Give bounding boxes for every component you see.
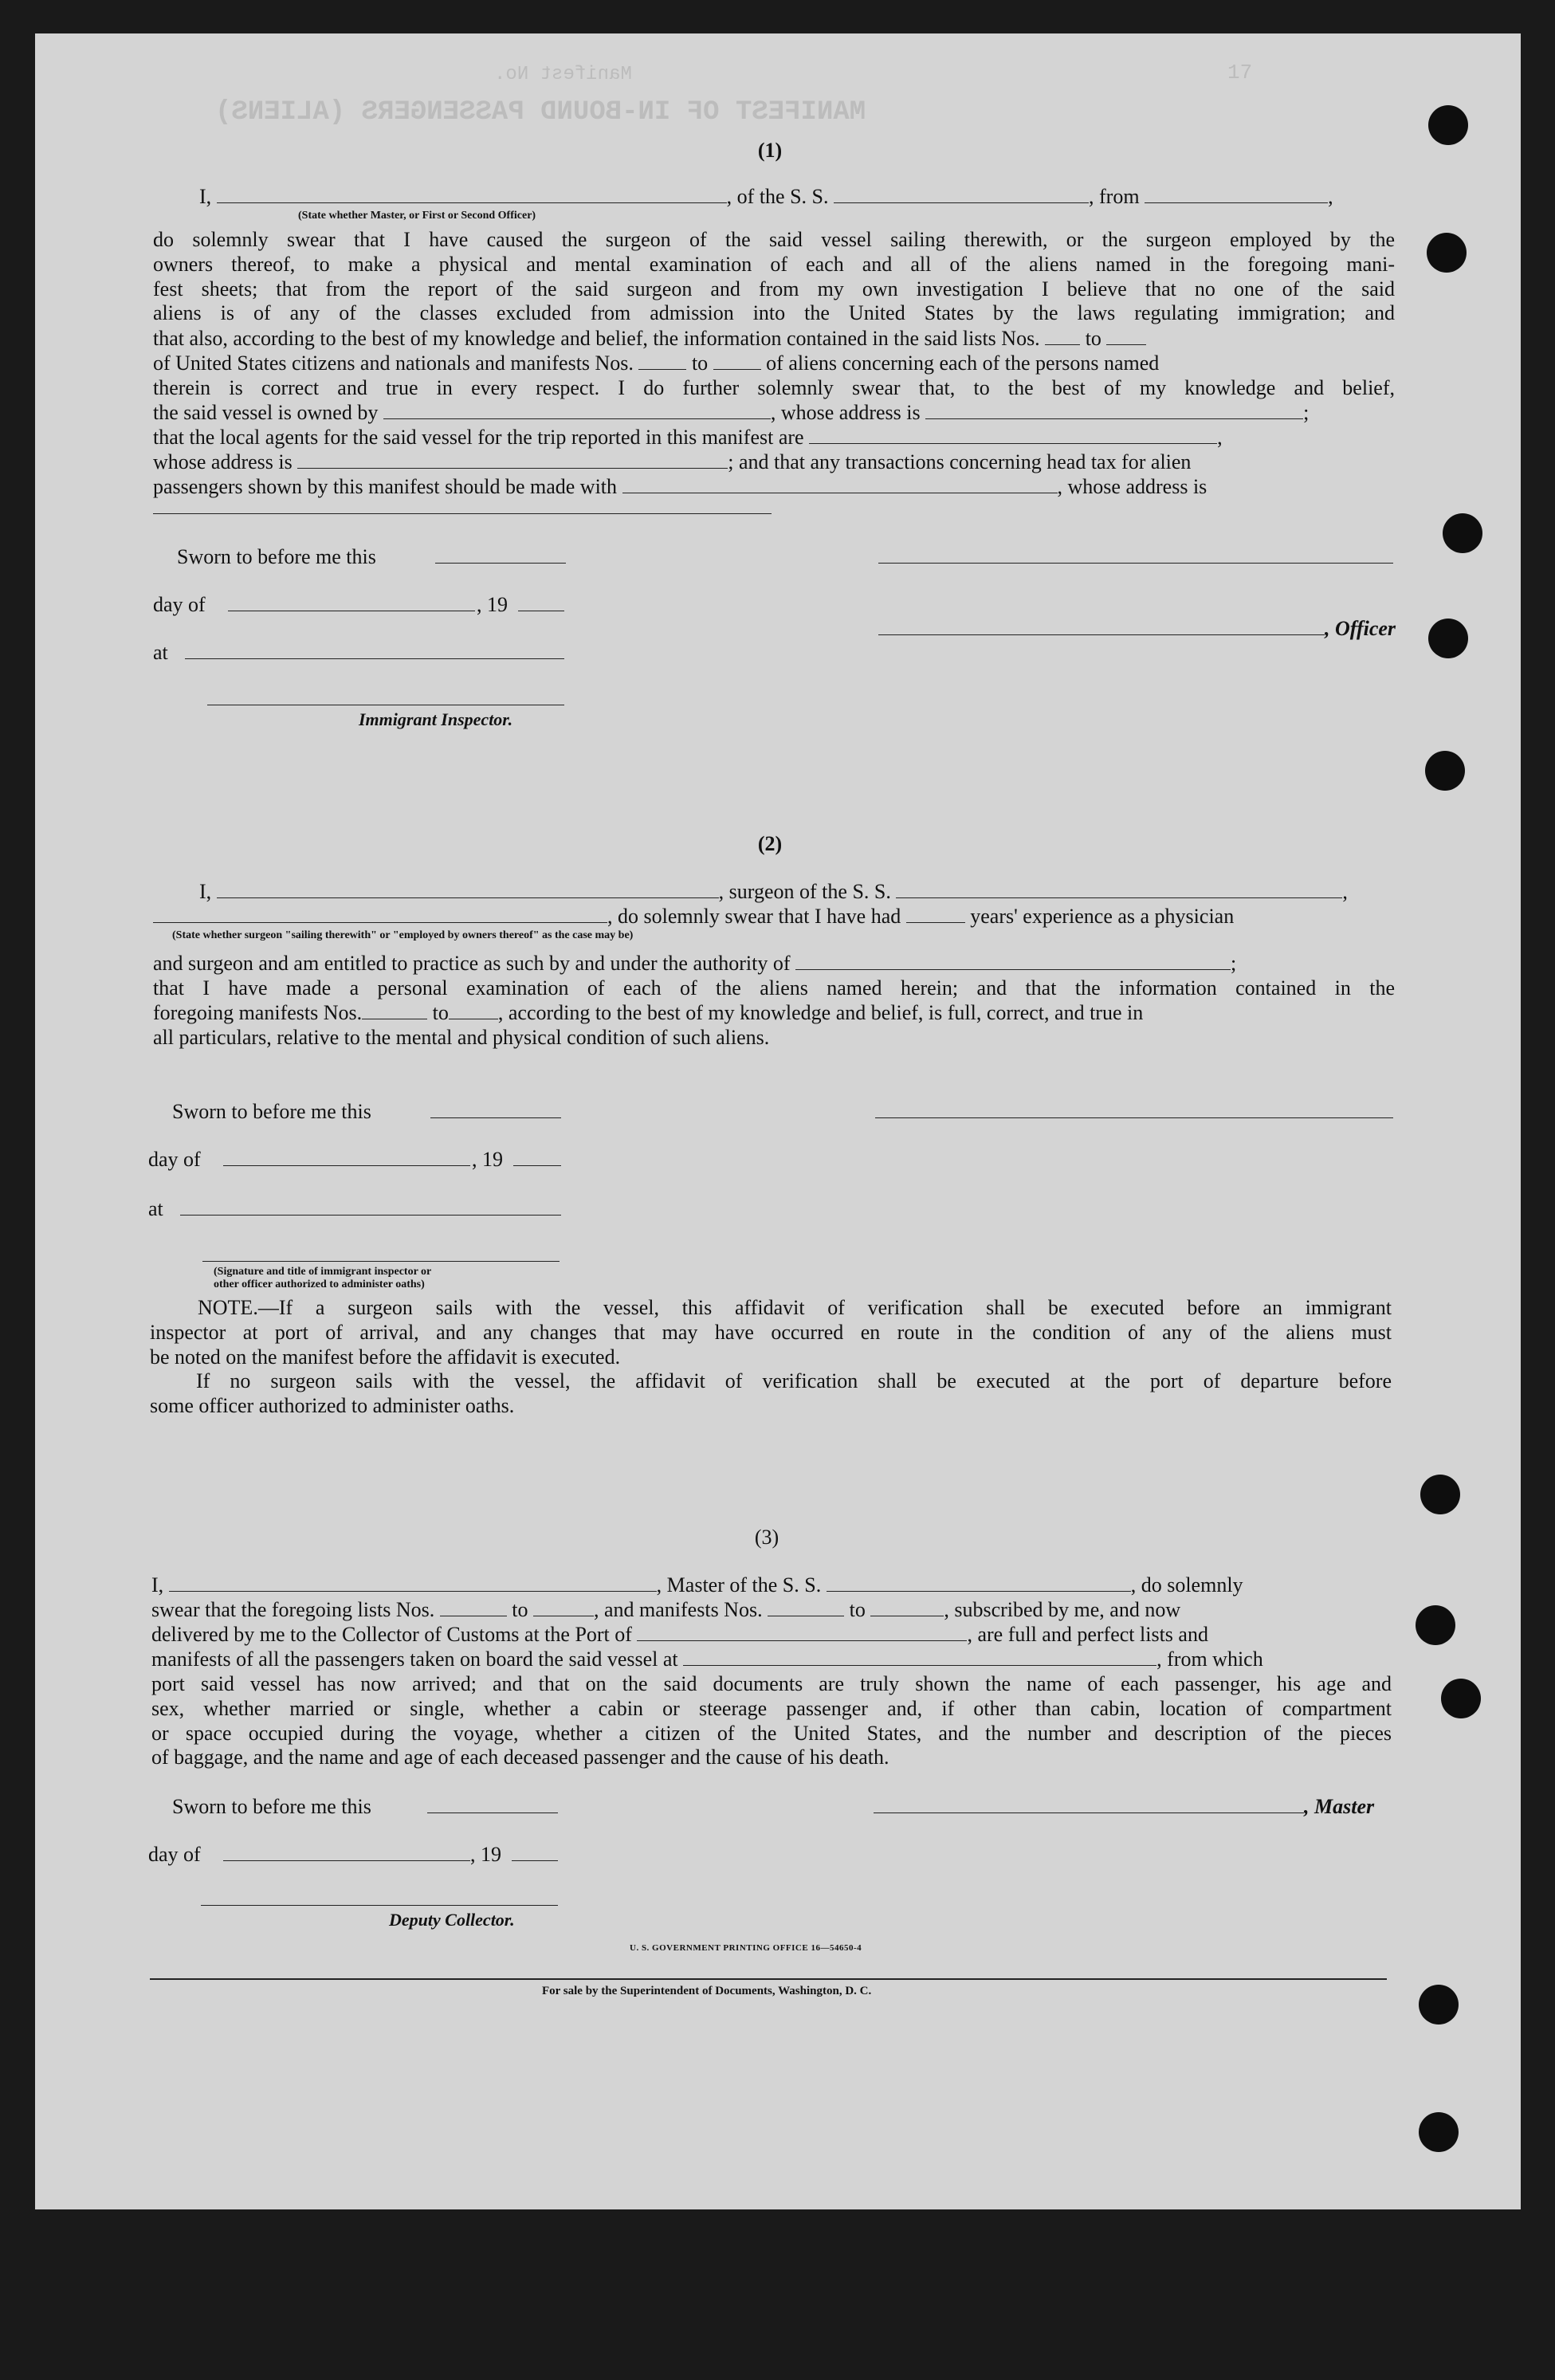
years-experience-field[interactable] [906,906,965,923]
vessel-name-field[interactable] [896,882,1342,898]
port-boarded-field[interactable] [683,1649,1156,1666]
oath-line [199,880,1348,904]
oath-line [151,1573,1243,1597]
day-of-label: day of [148,1148,201,1171]
section-number: (3) [754,1526,779,1549]
at-place-field[interactable] [180,1215,561,1216]
surgeon-signature-field[interactable] [875,1117,1393,1118]
officer-name-field[interactable] [217,187,727,203]
bleed-through-title: MANIFEST OF IN-BOUND PASSENGERS (ALIENS) [215,97,866,128]
note-line: NOTE.—If a surgeon sails with the vessel, this affidavit of verification shall be executed before an immigrant [198,1296,1392,1319]
label-text: ; [1231,952,1237,975]
collector-label: Deputy Collector. [389,1910,515,1930]
oath-line [153,475,1207,499]
bleed-through-page-number: 17 [1227,61,1253,84]
year-label: , 19 [477,593,508,616]
manifests-from-field[interactable] [638,353,686,370]
label-text: , from which [1156,1648,1263,1671]
oath-body [153,228,1395,326]
label-text: , [1217,426,1223,449]
label-text: foregoing manifests Nos. [153,1001,363,1024]
label-text: I, [199,185,212,208]
inspector-signature-field[interactable] [202,1261,560,1262]
oath-line: all particulars, relative to the mental and physical condition of such aliens. [153,1026,770,1049]
label-text: to [512,1598,528,1621]
year-label: , 19 [470,1843,501,1866]
oath-line [151,1598,1180,1622]
label-text: I, [151,1573,164,1596]
oath-line [153,450,1191,474]
section-number: (2) [757,832,783,855]
collector-signature-field[interactable] [201,1905,558,1906]
sworn-label: Sworn to before me this [172,1795,371,1818]
binder-hole-icon [1441,1679,1481,1718]
body-line: do solemnly swear that I have caused the surgeon of the said vessel sailing therewith, or the surgeon employed by the [153,228,1395,251]
practice-authority-field[interactable] [795,953,1231,970]
label-text: the said vessel is owned by [153,401,379,424]
signature-caption: other officer authorized to administer oaths) [214,1278,425,1290]
head-tax-address-field[interactable] [153,513,772,514]
officer-signature-field[interactable] [878,563,1393,564]
sale-notice: For sale by the Superintendent of Documents, Washington, D. C. [542,1985,872,1997]
oath-line [153,352,1159,375]
oath-line [199,185,1333,209]
label-text: , surgeon of the S. S. [718,880,891,903]
label-text: that also, according to the best of my knowledge and belief, the information contained in the said lists Nos. [153,327,1040,350]
binder-hole-icon [1419,1985,1459,2025]
master-name-field[interactable] [169,1575,657,1592]
oath-line [153,426,1223,450]
footer-rule [150,1978,1387,1980]
year-field[interactable] [513,1165,561,1166]
section-number: (1) [757,139,783,162]
binder-hole-icon [1428,105,1468,145]
label-text: swear that the foregoing lists Nos. [151,1598,435,1621]
day-of-label: day of [153,593,206,616]
oath-body [151,1672,1392,1746]
body-line: or space occupied during the voyage, whether a citizen of the United States, and the number and description of the pieces [151,1721,1392,1745]
master-signature-field[interactable] [874,1812,1304,1813]
label-text: to [691,352,709,375]
customs-port-field[interactable] [637,1624,967,1641]
surgeon-name-field[interactable] [217,882,719,898]
sworn-date-field[interactable] [435,563,566,564]
note-line: be noted on the manifest before the affidavit is executed. [150,1345,621,1369]
binder-hole-icon [1420,1475,1460,1514]
sworn-date-field[interactable] [430,1117,561,1118]
label-text: , of the S. S. [726,185,829,208]
surgeon-status-field[interactable] [153,906,607,923]
oath-line [153,401,1309,425]
day-of-field[interactable] [223,1165,470,1166]
lists-from-field[interactable] [440,1600,507,1616]
vessel-owner-field[interactable] [383,403,771,419]
label-text: of aliens concerning each of the persons named [766,352,1160,375]
label-text: , are full and perfect lists and [967,1623,1208,1646]
oath-line [153,952,1236,976]
label-text: , [1342,880,1348,903]
oath-line [151,1648,1263,1671]
label-text: ; [1303,401,1310,424]
label-text: years' experience as a physician [970,905,1235,928]
label-text: , whose address is [770,401,921,424]
oath-line [153,1001,1143,1025]
manifests-to-field[interactable] [870,1600,944,1616]
label-text: manifests of all the passengers taken on board the said vessel at [151,1648,678,1671]
year-label: , 19 [472,1148,503,1171]
label-text: , according to the best of my knowledge and belief, is full, correct, and true in [497,1001,1144,1024]
port-from-field[interactable] [1145,187,1328,203]
label-text: , Master of the S. S. [656,1573,822,1596]
label-text: , and manifests Nos. [594,1598,763,1621]
manifests-from-field[interactable] [768,1600,844,1616]
label-text: to [1085,327,1101,350]
label-text: , whose address is [1057,475,1207,498]
label-text: ; and that any transactions concerning head tax for alien [728,450,1192,473]
vessel-name-field[interactable] [827,1575,1131,1592]
body-line: sex, whether married or single, whether a cabin or steerage passenger and, if other than cabin, location of compartment [151,1696,1392,1720]
at-label: at [153,641,168,664]
manifests-from-field[interactable] [362,1003,427,1019]
oath-line [151,1623,1208,1647]
field-caption: (State whether Master, or First or Second Officer) [298,210,536,222]
officer-title-field[interactable] [878,634,1325,635]
at-place-field[interactable] [185,658,564,659]
label-text: to [432,1001,449,1024]
oath-body [153,976,1395,1001]
day-of-label: day of [148,1843,201,1866]
head-tax-contact-field[interactable] [622,477,1058,493]
officer-label: , Officer [1325,617,1396,640]
note-line: inspector at port of arrival, and any changes that may have occurred en route in the condition of any of the aliens must [150,1320,1392,1344]
body-line: aliens is of any of the classes excluded from admission into the United States by the laws regulating immigration; and [153,301,1395,325]
label-text: to [849,1598,866,1621]
oath-line: of baggage, and the name and age of each deceased passenger and the cause of his death. [151,1746,889,1769]
field-caption: (State whether surgeon "sailing therewith" or "employed by owners thereof" as the case may be) [172,929,634,941]
sworn-label: Sworn to before me this [177,545,376,568]
label-text: that the local agents for the said vessel for the trip reported in this manifest are [153,426,804,449]
note-line: some officer authorized to administer oaths. [150,1394,515,1418]
binder-hole-icon [1419,2112,1459,2152]
body-line: port said vessel has now arrived; and that on the said documents are truly shown the name of each passenger, his age and [151,1672,1392,1695]
label-text: delivered by me to the Collector of Customs at the Port of [151,1623,632,1646]
sworn-label: Sworn to before me this [172,1100,371,1123]
lists-to-field[interactable] [533,1600,594,1616]
manifests-to-field[interactable] [713,353,761,370]
label-text: , do solemnly swear that I have had [607,905,901,928]
at-label: at [148,1197,163,1220]
oath-line [153,905,1234,929]
year-field[interactable] [512,1860,558,1861]
label-text: whose address is [153,450,293,473]
local-agents-field[interactable] [809,427,1217,444]
note-paragraph [150,1296,1392,1419]
master-label: , Master [1304,1795,1375,1818]
label-text: , subscribed by me, and now [944,1598,1181,1621]
day-of-field[interactable] [223,1860,470,1861]
body-line: owners thereof, to make a physical and mental examination of each and all of the aliens named in the foregoing mani- [153,252,1395,276]
label-text: of United States citizens and nationals and manifests Nos. [153,352,634,375]
binder-hole-icon [1427,233,1467,273]
inspector-label: Immigrant Inspector. [359,709,513,729]
label-text: and surgeon and am entitled to practice as such by and under the authority of [153,952,791,975]
printing-office-imprint: U. S. GOVERNMENT PRINTING OFFICE 16—54650-4 [630,1943,862,1953]
body-line: that I have made a personal examination of each of the aliens named herein; and that the information contained in the [153,976,1395,1000]
bleed-through-manifest-no: Manifest No. [494,64,632,85]
oath-body [153,376,1395,401]
label-text: , do solemnly [1130,1573,1243,1596]
manifests-to-field[interactable] [449,1003,498,1019]
label-text: , from [1089,185,1140,208]
body-line: fest sheets; that from the report of the said surgeon and from my own investigation I believe that no one of the said [153,277,1395,300]
owner-address-field[interactable] [925,403,1303,419]
label-text: I, [199,880,212,903]
body-line: therein is correct and true in every respect. I do further solemnly swear that, to the best of my knowledge and belief, [153,376,1395,399]
oath-line [153,327,1146,351]
binder-hole-icon [1416,1605,1455,1645]
vessel-name-field[interactable] [834,187,1089,203]
note-line: If no surgeon sails with the vessel, the affidavit of verification shall be executed at the port of departure before [196,1369,1392,1393]
binder-hole-icon [1443,513,1482,553]
label-text: passengers shown by this manifest should be made with [153,475,618,498]
lists-to-field[interactable] [1106,328,1146,345]
sworn-date-field[interactable] [427,1812,558,1813]
lists-from-field[interactable] [1045,328,1080,345]
signature-caption: (Signature and title of immigrant inspector or [214,1266,432,1278]
label-text: , [1328,185,1333,208]
agents-address-field[interactable] [297,452,728,469]
binder-hole-icon [1428,619,1468,658]
binder-hole-icon [1425,751,1465,791]
